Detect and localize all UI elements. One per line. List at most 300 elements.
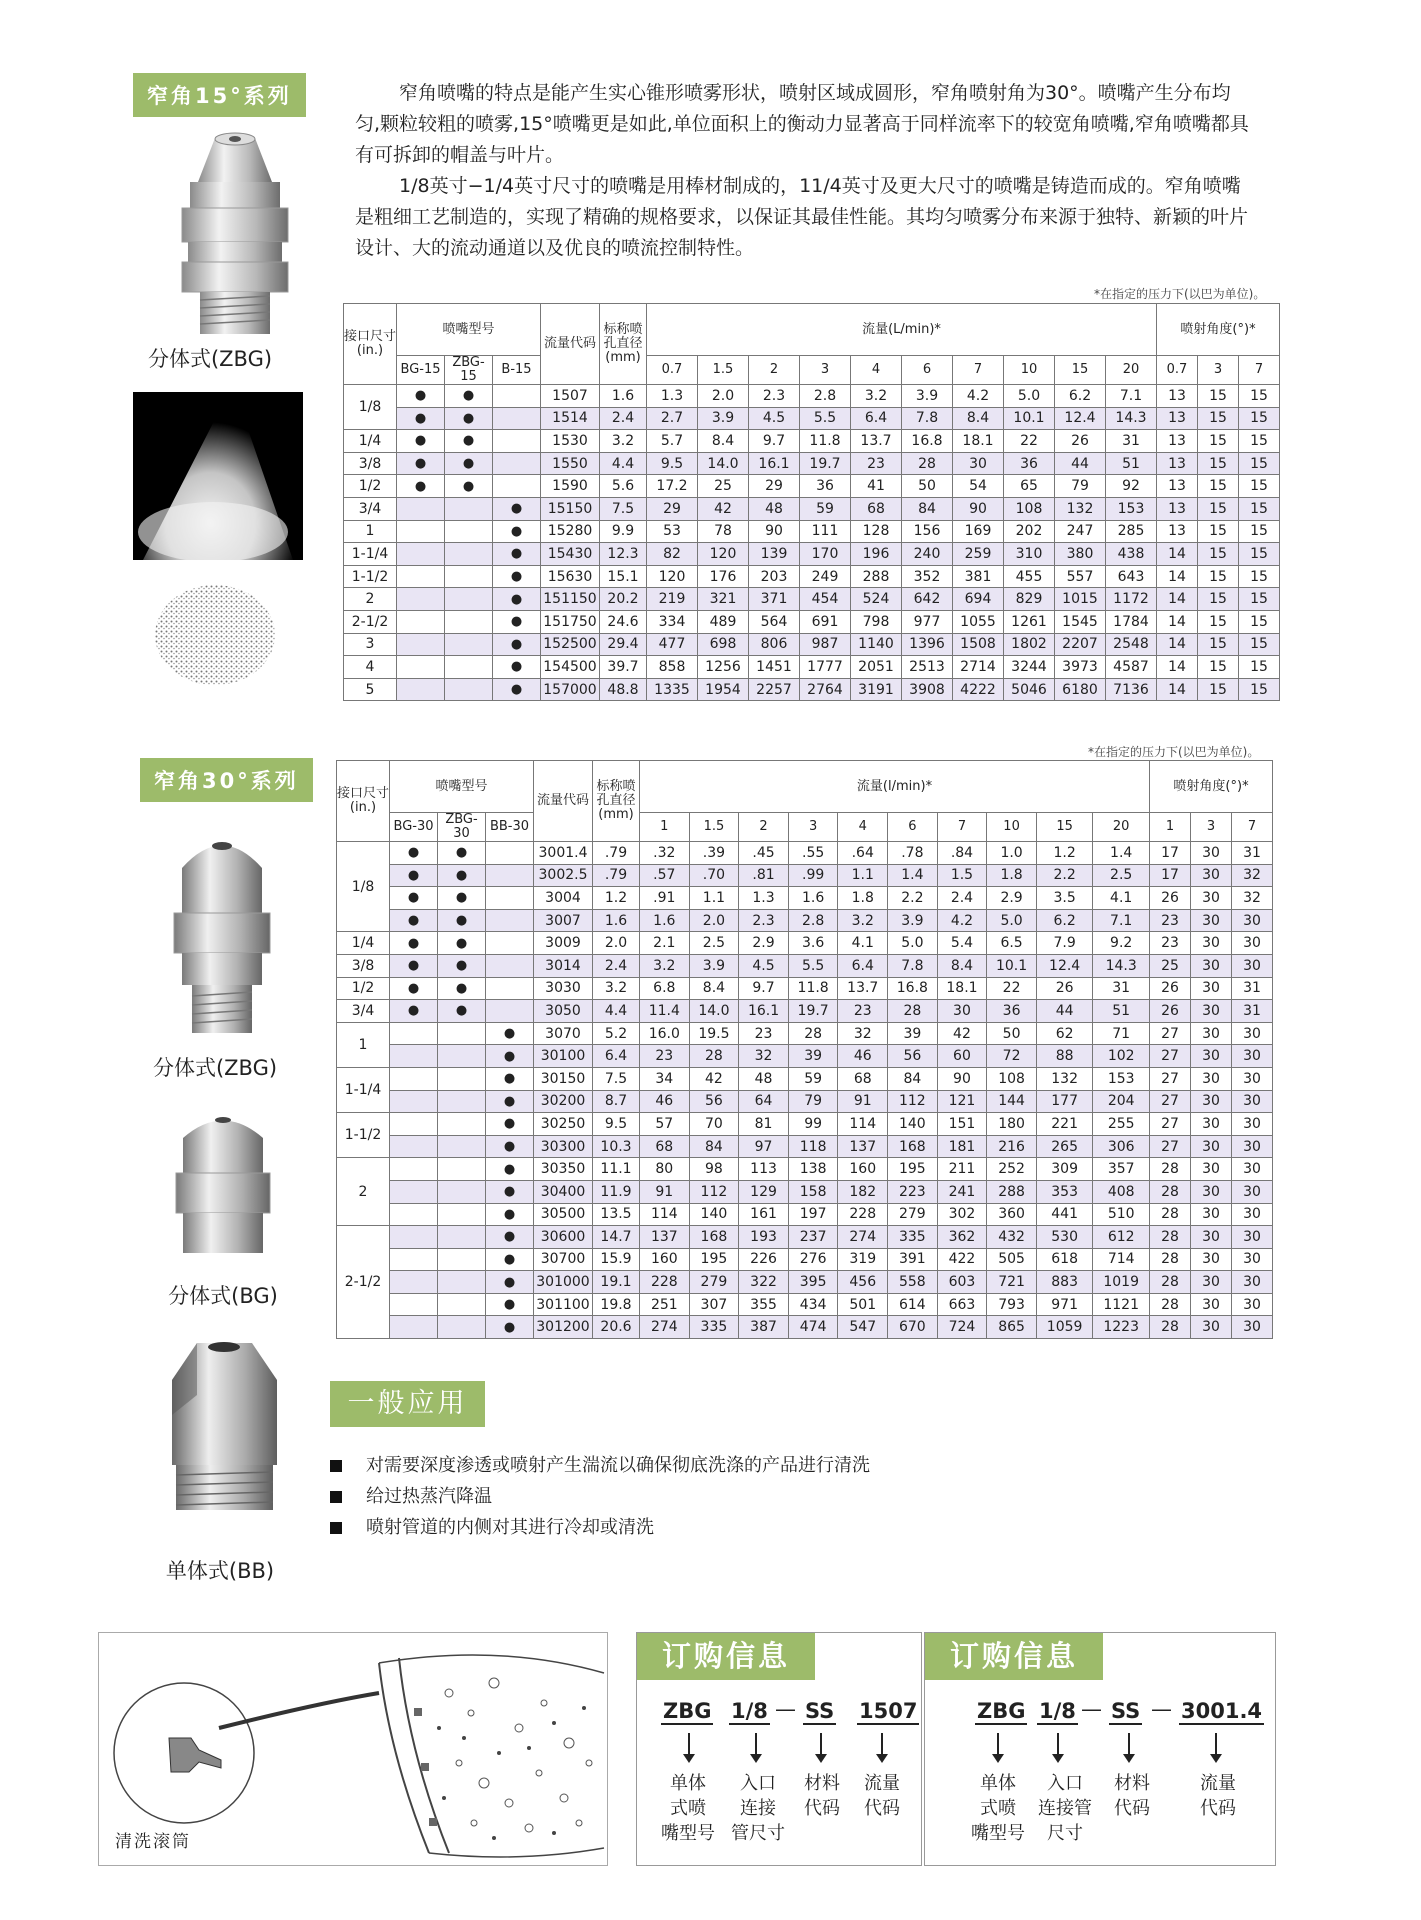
flow-code: 30500 bbox=[534, 1203, 593, 1226]
flow-value: 39 bbox=[888, 1022, 938, 1045]
model-mark bbox=[445, 610, 493, 633]
flow-value: 11.4 bbox=[640, 1000, 690, 1023]
model-mark bbox=[486, 887, 534, 910]
model-mark: ● bbox=[493, 678, 541, 701]
angle-value: 26 bbox=[1150, 887, 1191, 910]
orifice-diameter: 19.1 bbox=[593, 1271, 640, 1294]
series30-table bbox=[336, 760, 1273, 1339]
flow-value: 603 bbox=[937, 1271, 987, 1294]
flow-value: 91 bbox=[838, 1090, 888, 1113]
flow-value: .32 bbox=[640, 842, 690, 865]
flow-value: 1.6 bbox=[788, 887, 838, 910]
flow-value: 977 bbox=[902, 610, 953, 633]
flow-value: 1.8 bbox=[838, 887, 888, 910]
flow-value: 883 bbox=[1036, 1271, 1093, 1294]
flow-value: 28 bbox=[888, 1000, 938, 1023]
orifice-diameter: 11.9 bbox=[593, 1180, 640, 1203]
flow-value: 195 bbox=[689, 1248, 739, 1271]
arrow-icon bbox=[997, 1733, 999, 1755]
flow-value: 203 bbox=[749, 565, 800, 588]
flow-code: 151150 bbox=[541, 588, 600, 611]
flow-value: 113 bbox=[739, 1158, 789, 1181]
series15-intro: 窄角喷嘴的特点是能产生实心锥形喷雾形状，喷射区域成圆形，窄角喷射角为30°。喷嘴产生分布均匀,颗粒较粗的喷雾,15°喷嘴更是如此,单位面积上的衡动力显著高于同样流率下的较宽角喷嘴,窄角喷嘴都具有可拆卸的帽盖与叶片。 1/8英寸−1/4英寸尺寸的喷嘴是用棒材制成的，11/4英寸及更大尺寸的喷嘴是铸造而成的。窄角喷嘴是粗细工艺制造的，实现了精确的规格要求，以保证其最佳性能。其均匀喷雾分布来源于独特、新颖的叶片设计、大的流动通道以及优良的喷流控制特性。 bbox=[355, 82, 1249, 259]
flow-value: 1508 bbox=[953, 633, 1004, 656]
model-mark: ● bbox=[486, 1271, 534, 1294]
model-mark bbox=[397, 678, 445, 701]
model-mark: ● bbox=[438, 842, 486, 865]
model-mark bbox=[397, 543, 445, 566]
flow-code: 15280 bbox=[541, 520, 600, 543]
model-mark bbox=[445, 497, 493, 520]
angle-value: 17 bbox=[1150, 864, 1191, 887]
flow-value: 72 bbox=[987, 1045, 1037, 1068]
flow-value: 193 bbox=[739, 1226, 789, 1249]
table-row bbox=[337, 1203, 1273, 1226]
spray-pattern-image bbox=[150, 580, 280, 690]
table-row bbox=[337, 1316, 1273, 1339]
angle-value: 30 bbox=[1191, 1316, 1232, 1339]
angle-value: 30 bbox=[1191, 842, 1232, 865]
model-mark bbox=[390, 1045, 438, 1068]
model-mark: ● bbox=[438, 864, 486, 887]
size-cell: 1/4 bbox=[337, 932, 390, 955]
flow-value: 156 bbox=[902, 520, 953, 543]
model-mark: ● bbox=[390, 977, 438, 1000]
model-mark bbox=[445, 588, 493, 611]
orifice-diameter: 6.4 bbox=[593, 1045, 640, 1068]
flow-value: 2.0 bbox=[689, 909, 739, 932]
flow-value: 5046 bbox=[1004, 678, 1055, 701]
angle-value: 30 bbox=[1232, 1271, 1273, 1294]
angle-value: 15 bbox=[1239, 475, 1280, 498]
flow-value: 36 bbox=[800, 475, 851, 498]
flow-value: 865 bbox=[987, 1316, 1037, 1339]
header-pressure: 0.7 bbox=[647, 356, 698, 385]
size-cell: 1/8 bbox=[337, 842, 390, 932]
model-mark: ● bbox=[493, 543, 541, 566]
illustration-caption: 清洗滚筒 bbox=[115, 1832, 191, 1852]
angle-value: 27 bbox=[1150, 1067, 1191, 1090]
label-flow: 流量 代码 bbox=[1200, 1773, 1236, 1819]
flow-value: 9.7 bbox=[739, 977, 789, 1000]
flow-code: 154500 bbox=[541, 656, 600, 679]
flow-value: 139 bbox=[749, 543, 800, 566]
flow-value: 7.1 bbox=[1106, 385, 1157, 408]
size-cell: 4 bbox=[344, 656, 397, 679]
flow-value: .99 bbox=[788, 864, 838, 887]
header-angle: 喷射角度(°)* bbox=[1157, 304, 1280, 356]
flow-value: 422 bbox=[937, 1248, 987, 1271]
flow-value: 12.4 bbox=[1036, 954, 1093, 977]
model-mark bbox=[493, 385, 541, 408]
header-flow: 流量(L/min)* bbox=[647, 304, 1157, 356]
flow-value: 91 bbox=[640, 1180, 690, 1203]
angle-value: 15 bbox=[1198, 407, 1239, 430]
flow-value: 251 bbox=[640, 1293, 690, 1316]
flow-value: 30 bbox=[953, 452, 1004, 475]
flow-code: 1550 bbox=[541, 452, 600, 475]
orifice-diameter: 15.9 bbox=[593, 1248, 640, 1271]
label-model: 单体 式喷 嘴型号 bbox=[661, 1773, 715, 1844]
flow-value: 34 bbox=[640, 1067, 690, 1090]
angle-value: 30 bbox=[1191, 1226, 1232, 1249]
series30-note: *在指定的压力下(以巴为单位)。 bbox=[1088, 745, 1260, 759]
flow-value: 1784 bbox=[1106, 610, 1157, 633]
table-row bbox=[337, 1045, 1273, 1068]
angle-value: 23 bbox=[1150, 909, 1191, 932]
flow-value: 6.8 bbox=[640, 977, 690, 1000]
angle-value: 30 bbox=[1191, 1045, 1232, 1068]
flow-value: 144 bbox=[987, 1090, 1037, 1113]
flow-value: 120 bbox=[698, 543, 749, 566]
flow-value: 274 bbox=[640, 1316, 690, 1339]
flow-value: 3.9 bbox=[902, 385, 953, 408]
flow-value: 1451 bbox=[749, 656, 800, 679]
flow-value: 19.7 bbox=[800, 452, 851, 475]
flow-value: 153 bbox=[1093, 1067, 1150, 1090]
header-diameter: 标称喷孔直径(mm) bbox=[593, 761, 640, 842]
flow-value: 357 bbox=[1093, 1158, 1150, 1181]
model-mark bbox=[390, 1113, 438, 1136]
flow-value: 97 bbox=[739, 1135, 789, 1158]
flow-value: 971 bbox=[1036, 1293, 1093, 1316]
flow-value: 31 bbox=[1106, 430, 1157, 453]
flow-value: 18.1 bbox=[937, 977, 987, 1000]
angle-value: 30 bbox=[1232, 909, 1273, 932]
flow-value: 322 bbox=[739, 1271, 789, 1294]
orifice-diameter: 1.6 bbox=[600, 385, 647, 408]
model-mark bbox=[438, 1316, 486, 1339]
angle-value: 15 bbox=[1198, 543, 1239, 566]
flow-value: 48 bbox=[739, 1067, 789, 1090]
series15-badge: 窄角15°系列 bbox=[133, 73, 306, 117]
model-mark: ● bbox=[486, 1203, 534, 1226]
flow-value: 691 bbox=[800, 610, 851, 633]
angle-value: 30 bbox=[1191, 1203, 1232, 1226]
header-angle-pressure: 7 bbox=[1239, 356, 1280, 385]
flow-value: 279 bbox=[888, 1203, 938, 1226]
model-mark bbox=[397, 565, 445, 588]
model-mark: ● bbox=[397, 407, 445, 430]
flow-value: 36 bbox=[1004, 452, 1055, 475]
flow-value: 335 bbox=[689, 1316, 739, 1339]
flow-value: 14.0 bbox=[689, 1000, 739, 1023]
flow-value: .81 bbox=[739, 864, 789, 887]
flow-value: 23 bbox=[739, 1022, 789, 1045]
header-pressure: 7 bbox=[937, 813, 987, 842]
flow-value: 70 bbox=[689, 1113, 739, 1136]
flow-code: 30100 bbox=[534, 1045, 593, 1068]
flow-value: 1256 bbox=[698, 656, 749, 679]
orifice-diameter: 2.0 bbox=[593, 932, 640, 955]
flow-value: 3.5 bbox=[1036, 887, 1093, 910]
arrow-icon bbox=[755, 1733, 757, 1755]
flow-value: 102 bbox=[1093, 1045, 1150, 1068]
table-row bbox=[337, 887, 1273, 910]
model-mark bbox=[486, 1000, 534, 1023]
model-mark: ● bbox=[390, 887, 438, 910]
model-mark bbox=[445, 678, 493, 701]
label-size: 入口 连接管 尺寸 bbox=[1038, 1773, 1092, 1844]
flow-value: 1015 bbox=[1055, 588, 1106, 611]
flow-value: 219 bbox=[647, 588, 698, 611]
angle-value: 30 bbox=[1191, 954, 1232, 977]
angle-value: 28 bbox=[1150, 1158, 1191, 1181]
model-mark bbox=[390, 1293, 438, 1316]
flow-value: 489 bbox=[698, 610, 749, 633]
model-mark bbox=[493, 475, 541, 498]
flow-value: 170 bbox=[800, 543, 851, 566]
flow-value: 9.2 bbox=[1093, 932, 1150, 955]
flow-value: 50 bbox=[902, 475, 953, 498]
flow-code: 1514 bbox=[541, 407, 600, 430]
code-model: ZBG bbox=[663, 1699, 712, 1723]
angle-value: 17 bbox=[1150, 842, 1191, 865]
model-mark: ● bbox=[397, 452, 445, 475]
angle-value: 28 bbox=[1150, 1248, 1191, 1271]
angle-value: 28 bbox=[1150, 1293, 1191, 1316]
flow-value: 80 bbox=[640, 1158, 690, 1181]
flow-value: 204 bbox=[1093, 1090, 1150, 1113]
table-row bbox=[344, 565, 1280, 588]
flow-value: 26 bbox=[1036, 977, 1093, 1000]
angle-value: 13 bbox=[1157, 520, 1198, 543]
flow-value: 8.4 bbox=[689, 977, 739, 1000]
flow-code: 3001.4 bbox=[534, 842, 593, 865]
flow-value: 57 bbox=[640, 1113, 690, 1136]
size-cell: 3/4 bbox=[337, 1000, 390, 1023]
angle-value: 27 bbox=[1150, 1090, 1191, 1113]
flow-value: 724 bbox=[937, 1316, 987, 1339]
size-cell: 1/4 bbox=[344, 430, 397, 453]
orifice-diameter: 2.4 bbox=[593, 954, 640, 977]
flow-value: .39 bbox=[689, 842, 739, 865]
angle-value: 30 bbox=[1191, 932, 1232, 955]
flow-code: 30300 bbox=[534, 1135, 593, 1158]
flow-value: 23 bbox=[851, 452, 902, 475]
flow-value: 1.2 bbox=[1036, 842, 1093, 865]
table-row bbox=[337, 1090, 1273, 1113]
size-cell: 1-1/2 bbox=[344, 565, 397, 588]
flow-value: 456 bbox=[838, 1271, 888, 1294]
flow-value: .78 bbox=[888, 842, 938, 865]
flow-value: 441 bbox=[1036, 1203, 1093, 1226]
model-mark bbox=[397, 520, 445, 543]
flow-value: 22 bbox=[1004, 430, 1055, 453]
header-code: 流量代码 bbox=[534, 761, 593, 842]
flow-value: 1.3 bbox=[739, 887, 789, 910]
angle-value: 30 bbox=[1191, 1158, 1232, 1181]
model-mark: ● bbox=[486, 1067, 534, 1090]
size-cell: 3/8 bbox=[337, 954, 390, 977]
flow-value: 558 bbox=[888, 1271, 938, 1294]
flow-value: 19.7 bbox=[788, 1000, 838, 1023]
table-row bbox=[337, 1248, 1273, 1271]
flow-value: 276 bbox=[788, 1248, 838, 1271]
model-mark bbox=[438, 1248, 486, 1271]
flow-value: 68 bbox=[640, 1135, 690, 1158]
flow-value: 48 bbox=[749, 497, 800, 520]
label-material: 材料 代码 bbox=[804, 1773, 840, 1819]
code-model: ZBG bbox=[977, 1699, 1026, 1723]
header-pressure: 6 bbox=[888, 813, 938, 842]
flow-value: 335 bbox=[888, 1226, 938, 1249]
angle-value: 15 bbox=[1198, 588, 1239, 611]
angle-value: 30 bbox=[1191, 887, 1232, 910]
flow-value: 4.1 bbox=[838, 932, 888, 955]
code-size: 1/8 bbox=[1039, 1699, 1076, 1723]
model-mark: ● bbox=[486, 1180, 534, 1203]
flow-value: 25 bbox=[698, 475, 749, 498]
flow-value: 501 bbox=[838, 1293, 888, 1316]
flow-value: 64 bbox=[739, 1090, 789, 1113]
header-pressure: 10 bbox=[1004, 356, 1055, 385]
code-size: 1/8 bbox=[731, 1699, 768, 1723]
flow-value: 10.1 bbox=[987, 954, 1037, 977]
angle-value: 15 bbox=[1198, 385, 1239, 408]
flow-value: 1.0 bbox=[987, 842, 1037, 865]
flow-value: 211 bbox=[937, 1158, 987, 1181]
flow-value: 12.4 bbox=[1055, 407, 1106, 430]
model-mark: ● bbox=[438, 1000, 486, 1023]
model-mark bbox=[438, 1271, 486, 1294]
flow-value: 176 bbox=[698, 565, 749, 588]
arrow-icon bbox=[1057, 1733, 1059, 1755]
model-mark bbox=[486, 932, 534, 955]
header-pressure: 4 bbox=[851, 356, 902, 385]
header-pressure: 3 bbox=[788, 813, 838, 842]
flow-value: 3.9 bbox=[888, 909, 938, 932]
flow-value: 228 bbox=[640, 1271, 690, 1294]
flow-value: 698 bbox=[698, 633, 749, 656]
header-pressure: 2 bbox=[749, 356, 800, 385]
header-pressure: 15 bbox=[1055, 356, 1106, 385]
flow-value: 1396 bbox=[902, 633, 953, 656]
flow-value: 265 bbox=[1036, 1135, 1093, 1158]
angle-value: 30 bbox=[1191, 909, 1232, 932]
flow-value: 247 bbox=[1055, 520, 1106, 543]
code-flow: 1507 bbox=[859, 1699, 918, 1723]
angle-value: 30 bbox=[1232, 1022, 1273, 1045]
flow-value: 223 bbox=[888, 1180, 938, 1203]
model-mark bbox=[438, 1045, 486, 1068]
angle-value: 30 bbox=[1191, 1293, 1232, 1316]
flow-value: 395 bbox=[788, 1271, 838, 1294]
flow-value: 92 bbox=[1106, 475, 1157, 498]
angle-value: 15 bbox=[1198, 430, 1239, 453]
angle-value: 13 bbox=[1157, 407, 1198, 430]
model-mark bbox=[486, 864, 534, 887]
angle-value: 30 bbox=[1232, 1067, 1273, 1090]
angle-value: 15 bbox=[1239, 430, 1280, 453]
header-angle-pressure: 3 bbox=[1198, 356, 1239, 385]
flow-value: 5.0 bbox=[888, 932, 938, 955]
model-mark: ● bbox=[486, 1316, 534, 1339]
flow-value: 151 bbox=[937, 1113, 987, 1136]
flow-value: 1059 bbox=[1036, 1316, 1093, 1339]
model-mark: ● bbox=[486, 1090, 534, 1113]
spray-photo bbox=[133, 392, 303, 560]
header-size: 接口尺寸(in.) bbox=[344, 304, 397, 385]
label-model: 单体 式喷 嘴型号 bbox=[971, 1773, 1025, 1844]
flow-code: 301000 bbox=[534, 1271, 593, 1294]
flow-value: 108 bbox=[987, 1067, 1037, 1090]
flow-value: 182 bbox=[838, 1180, 888, 1203]
header-pressure: 2 bbox=[739, 813, 789, 842]
angle-value: 13 bbox=[1157, 475, 1198, 498]
series15-note: *在指定的压力下(以巴为单位)。 bbox=[1094, 287, 1266, 301]
model-mark: ● bbox=[493, 497, 541, 520]
angle-value: 27 bbox=[1150, 1135, 1191, 1158]
table-row bbox=[337, 1135, 1273, 1158]
flow-value: 4.5 bbox=[749, 407, 800, 430]
angle-value: 15 bbox=[1198, 475, 1239, 498]
flow-value: 129 bbox=[739, 1180, 789, 1203]
flow-value: 39 bbox=[788, 1045, 838, 1068]
orifice-diameter: 1.2 bbox=[593, 887, 640, 910]
angle-value: 23 bbox=[1150, 932, 1191, 955]
order-info-1 bbox=[636, 1632, 922, 1866]
flow-value: 858 bbox=[647, 656, 698, 679]
model-mark bbox=[438, 1135, 486, 1158]
model-mark bbox=[390, 1135, 438, 1158]
orifice-diameter: 11.1 bbox=[593, 1158, 640, 1181]
model-mark bbox=[438, 1180, 486, 1203]
model-mark bbox=[397, 588, 445, 611]
flow-value: 1777 bbox=[800, 656, 851, 679]
model-mark bbox=[438, 1067, 486, 1090]
size-cell: 1/2 bbox=[337, 977, 390, 1000]
flow-value: 5.5 bbox=[800, 407, 851, 430]
angle-value: 30 bbox=[1232, 1045, 1273, 1068]
flow-value: 7136 bbox=[1106, 678, 1157, 701]
flow-value: 6.5 bbox=[987, 932, 1037, 955]
flow-value: 3.2 bbox=[640, 954, 690, 977]
model-mark bbox=[390, 1316, 438, 1339]
model-mark: ● bbox=[438, 887, 486, 910]
angle-value: 32 bbox=[1232, 887, 1273, 910]
header-model-name: ZBG-30 bbox=[438, 813, 486, 842]
flow-value: 829 bbox=[1004, 588, 1055, 611]
angle-value: 14 bbox=[1157, 633, 1198, 656]
flow-value: 1.5 bbox=[937, 864, 987, 887]
flow-value: 285 bbox=[1106, 520, 1157, 543]
flow-code: 3030 bbox=[534, 977, 593, 1000]
flow-value: 108 bbox=[1004, 497, 1055, 520]
flow-value: 2.0 bbox=[698, 385, 749, 408]
table-row bbox=[344, 497, 1280, 520]
model-mark: ● bbox=[493, 588, 541, 611]
angle-value: 30 bbox=[1232, 1180, 1273, 1203]
flow-value: 614 bbox=[888, 1293, 938, 1316]
angle-value: 14 bbox=[1157, 588, 1198, 611]
flow-value: 1.1 bbox=[689, 887, 739, 910]
model-mark: ● bbox=[390, 842, 438, 865]
flow-value: 663 bbox=[937, 1293, 987, 1316]
flow-value: 42 bbox=[689, 1067, 739, 1090]
angle-value: 30 bbox=[1232, 954, 1273, 977]
angle-value: 30 bbox=[1232, 1203, 1273, 1226]
flow-value: 1.1 bbox=[838, 864, 888, 887]
flow-value: 642 bbox=[902, 588, 953, 611]
flow-value: 1055 bbox=[953, 610, 1004, 633]
table-row bbox=[337, 909, 1273, 932]
angle-value: 30 bbox=[1232, 1135, 1273, 1158]
angle-value: 30 bbox=[1191, 1271, 1232, 1294]
flow-value: 721 bbox=[987, 1271, 1037, 1294]
flow-value: 1.6 bbox=[640, 909, 690, 932]
model-mark: ● bbox=[445, 430, 493, 453]
